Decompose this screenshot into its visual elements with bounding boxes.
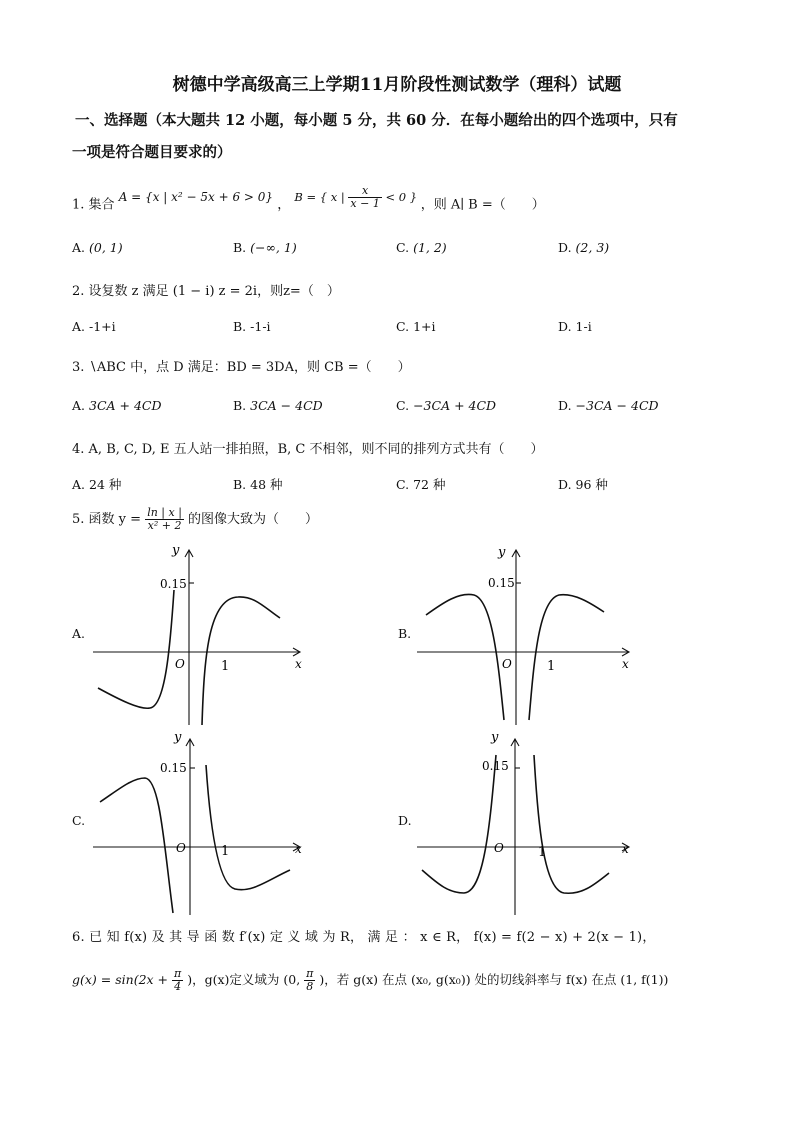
- question-6-line1: 6. 已 知 f(x) 及 其 导 函 数 f′(x) 定 义 域 为 R， 满 足 ： x ∈ R， f(x) = f(2 − x) + 2(x − 1)，: [72, 930, 656, 945]
- tick-label: 0.15: [482, 759, 509, 773]
- option-value: −3CA + 4CD: [413, 398, 497, 413]
- set-a: A = {x | x² − 5x + 6 > 0}: [118, 189, 274, 204]
- option-a[interactable]: [72, 240, 123, 255]
- tick-label: 0.15: [488, 576, 515, 590]
- option-value: 24 种: [89, 477, 122, 492]
- curve-right: [529, 595, 604, 720]
- graph-b-label[interactable]: B.: [398, 626, 412, 641]
- option-value: 3CA − 4CD: [250, 398, 323, 413]
- option-d[interactable]: [558, 319, 592, 334]
- option-c[interactable]: [396, 319, 436, 334]
- section-header-line1: 一、选择题（本大题共 12 小题，每小题 5 分，共 60 分．在每小题给出的四个选项中，只有: [75, 112, 678, 129]
- set-b-left: B = { x |: [294, 189, 345, 204]
- option-value: 1-i: [575, 319, 592, 334]
- option-a[interactable]: [72, 475, 121, 493]
- option-d[interactable]: [558, 398, 659, 413]
- pi-over-8: [304, 968, 315, 993]
- fraction-denominator: 8: [306, 980, 314, 993]
- curve-left: [422, 755, 496, 893]
- option-value: (1, 2): [413, 240, 447, 255]
- option-value: (2, 3): [575, 240, 610, 255]
- question-suffix: ，则 A∣ B =（ ）: [420, 197, 545, 213]
- question-5: [72, 507, 318, 532]
- option-value: -1+i: [89, 319, 116, 334]
- option-c[interactable]: [396, 475, 445, 493]
- one-label: 1: [538, 845, 547, 860]
- one-label: 1: [547, 659, 556, 674]
- page-title: 树德中学高级高三上学期11月阶段性测试数学（理科）试题: [172, 75, 622, 95]
- option-value: 1+i: [413, 319, 436, 334]
- section-header-line2: 一项是符合题目要求的）: [72, 144, 232, 161]
- option-b[interactable]: [233, 475, 283, 493]
- x-label: x: [295, 657, 302, 671]
- question-6-line2: [72, 968, 668, 993]
- graph-c[interactable]: [90, 725, 310, 915]
- option-label: B.: [233, 477, 247, 492]
- set-b-right: < 0 }: [385, 189, 418, 204]
- fraction-denominator: 4: [174, 980, 182, 993]
- comma: ，: [277, 197, 291, 213]
- option-value: 96 种: [575, 477, 608, 492]
- set-b-fraction: [348, 185, 381, 210]
- option-label: A.: [72, 398, 86, 413]
- question-suffix: 的图像大致为（ ）: [188, 512, 319, 527]
- question-2: 2. 设复数 z 满足 (1 − i) z = 2i，则z=（ ）: [72, 284, 340, 299]
- g-definition: g(x) = sin(2x +: [72, 972, 169, 987]
- fraction-numerator: x: [348, 185, 381, 198]
- option-label: A.: [72, 319, 86, 334]
- option-label: A.: [72, 240, 86, 255]
- question-3: 3. ∖ABC 中，点 D 满足：BD = 3DA，则 CB =（ ）: [72, 360, 411, 375]
- tick-label: 0.15: [160, 761, 187, 775]
- option-label: C.: [396, 240, 410, 255]
- option-d[interactable]: [558, 240, 609, 255]
- option-a[interactable]: [72, 398, 162, 413]
- option-label: B.: [233, 240, 247, 255]
- option-label: B.: [233, 319, 247, 334]
- curve-left: [98, 590, 174, 708]
- g-domain-text: )，g(x)定义域为 (0,: [187, 972, 301, 987]
- option-b[interactable]: [233, 319, 271, 334]
- set-b: [294, 184, 420, 210]
- question-prefix: 集合: [88, 197, 115, 213]
- fraction-denominator: x − 1: [350, 197, 380, 210]
- fraction-numerator: π: [306, 967, 314, 980]
- origin-label: O: [502, 657, 512, 671]
- x-label: x: [622, 657, 629, 671]
- option-c[interactable]: [396, 240, 447, 255]
- graph-d-label[interactable]: D.: [398, 813, 412, 828]
- option-value: 3CA + 4CD: [89, 398, 162, 413]
- option-c[interactable]: [396, 398, 496, 413]
- curve-left: [100, 778, 173, 913]
- curve-right: [534, 755, 609, 893]
- option-label: D.: [558, 477, 572, 492]
- option-value: (0, 1): [89, 240, 123, 255]
- option-label: D.: [558, 319, 572, 334]
- option-value: (−∞, 1): [250, 240, 297, 255]
- question-4: 4. A, B, C, D, E 五人站一排拍照，B, C 不相邻，则不同的排列方式共有（ ）: [72, 442, 544, 457]
- question-1: [72, 184, 545, 218]
- graph-d[interactable]: [414, 725, 634, 915]
- option-label: C.: [396, 398, 410, 413]
- origin-label: O: [494, 841, 504, 855]
- question-prefix: 5. 函数 y =: [72, 512, 142, 527]
- option-value: -1-i: [250, 319, 271, 334]
- option-label: D.: [558, 240, 572, 255]
- y-label: y: [498, 545, 506, 560]
- tick-label: 0.15: [160, 577, 187, 591]
- fraction-denominator: x² + 2: [147, 519, 182, 532]
- option-value: 48 种: [250, 477, 283, 492]
- y-label: y: [491, 730, 499, 745]
- origin-label: O: [175, 657, 185, 671]
- option-value: 72 种: [413, 477, 446, 492]
- option-a[interactable]: [72, 319, 116, 334]
- fraction-numerator: π: [174, 967, 182, 980]
- one-label: 1: [221, 844, 230, 859]
- option-label: D.: [558, 398, 572, 413]
- option-b[interactable]: [233, 240, 297, 255]
- option-label: C.: [396, 319, 410, 334]
- curve-right: [202, 597, 280, 725]
- graph-a[interactable]: [90, 540, 310, 730]
- graph-a-label[interactable]: A.: [72, 626, 86, 641]
- option-d[interactable]: [558, 475, 608, 493]
- x-label: x: [622, 842, 629, 856]
- y-label: y: [172, 543, 180, 558]
- fraction-numerator: ln | x |: [147, 506, 182, 519]
- option-label: A.: [72, 477, 86, 492]
- one-label: 1: [221, 659, 230, 674]
- option-value: −3CA − 4CD: [575, 398, 659, 413]
- question-number: 1.: [72, 197, 85, 213]
- option-label: C.: [396, 477, 410, 492]
- pi-over-4: [172, 968, 183, 993]
- origin-label: O: [176, 841, 186, 855]
- curve-left: [426, 594, 504, 720]
- tangent-text: )，若 g(x) 在点 (x₀, g(x₀)) 处的切线斜率与 f(x) 在点 (1, f(1)): [319, 972, 669, 987]
- option-label: B.: [233, 398, 247, 413]
- x-label: x: [295, 842, 302, 856]
- option-b[interactable]: [233, 398, 323, 413]
- graph-c-label[interactable]: C.: [72, 813, 86, 828]
- curve-right: [206, 765, 290, 890]
- function-fraction: [145, 507, 184, 532]
- graph-b[interactable]: [414, 540, 634, 730]
- y-label: y: [174, 730, 182, 745]
